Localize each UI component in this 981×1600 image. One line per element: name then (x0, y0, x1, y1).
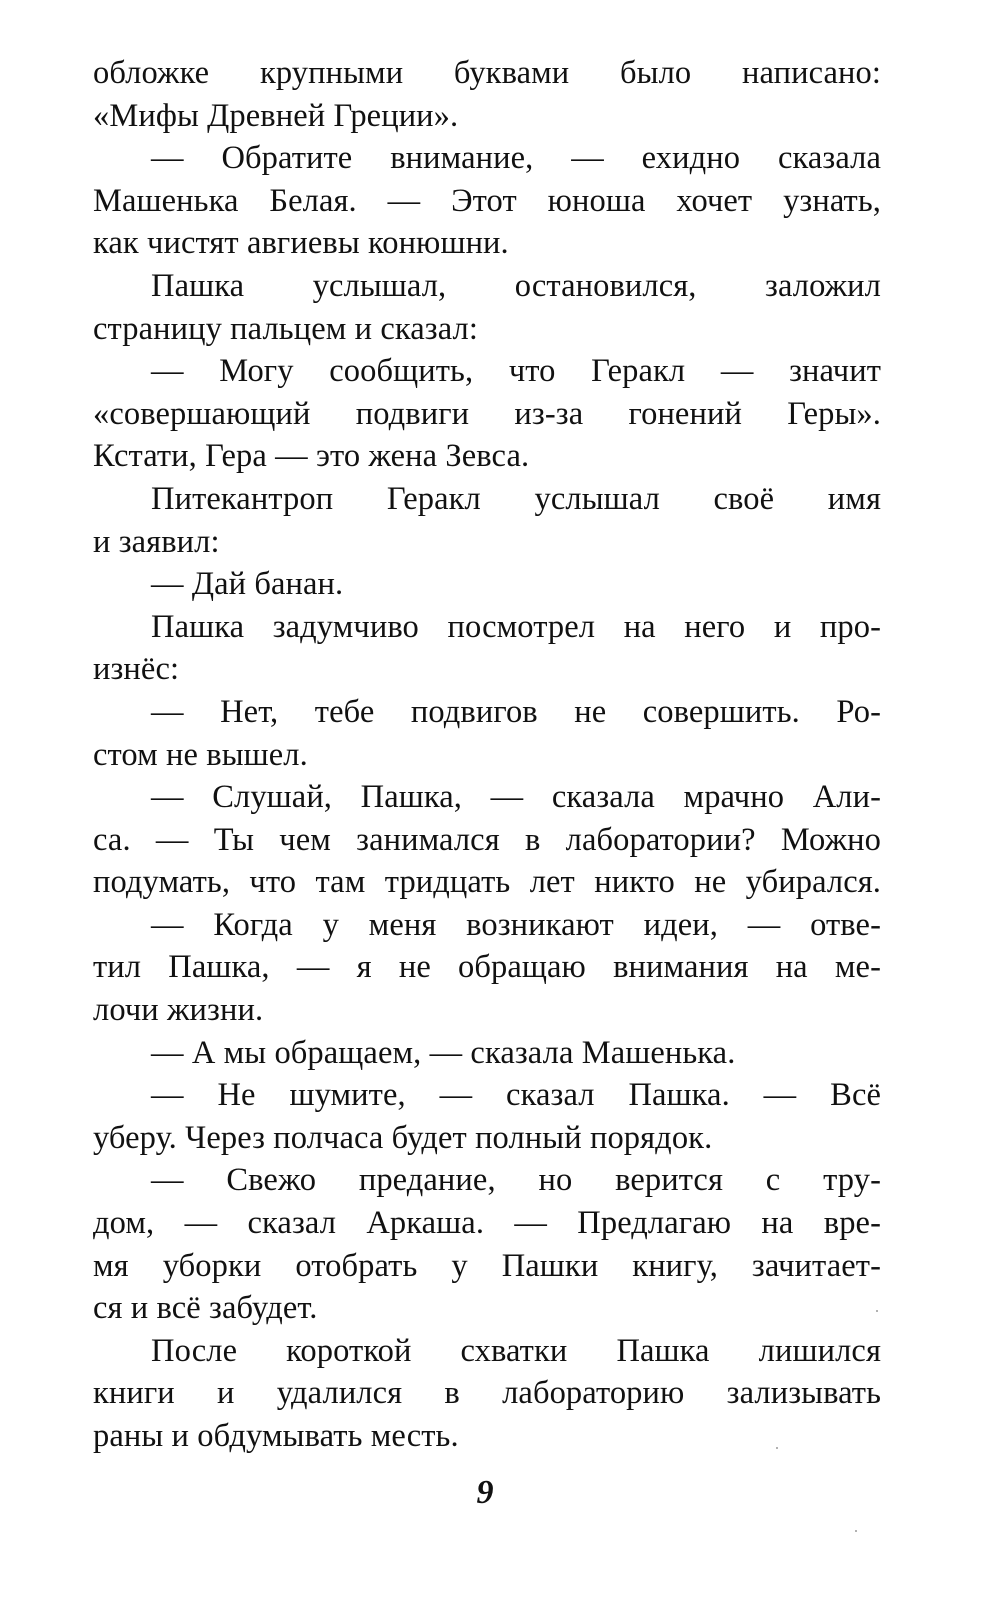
text-line: — Могу сообщить, что Геракл — значит (151, 353, 881, 390)
text-line: «совершающий подвиги из-за гонений Геры». (93, 395, 881, 432)
page-body-text (93, 52, 881, 1458)
text-line: как чистят авгиевы конюшни. (93, 225, 509, 262)
text-line: Пашка услышал, остановился, заложил (151, 267, 881, 304)
text-line: страницу пальцем и сказал: (93, 310, 478, 347)
text-line: «Мифы Древней Греции». (93, 97, 459, 134)
scan-speck (776, 1447, 778, 1449)
text-line: раны и обдумывать месть. (93, 1418, 459, 1454)
text-line: книги и удалился в лабораторию зализывать (93, 1375, 881, 1412)
text-line: — Слушай, Пашка, — сказала мрачно Али- (151, 779, 881, 816)
text-line: — Когда у меня возникают идеи, — отве- (151, 906, 881, 943)
text-line: лочи жизни. (93, 992, 264, 1029)
text-line: — Обратите внимание, — ехидно сказала (151, 140, 881, 177)
text-line: После короткой схватки Пашка лишился (151, 1332, 881, 1369)
text-line: подумать, что там тридцать лет никто не убирался. (93, 864, 881, 901)
text-line: дом, — сказал Аркаша. — Предлагаю на вре- (93, 1205, 881, 1242)
text-line: стом не вышел. (93, 736, 308, 773)
scan-speck (876, 1310, 878, 1312)
text-line: Кстати, Гера — это жена Зевса. (93, 438, 530, 475)
text-line: Пашка задумчиво посмотрел на него и про- (151, 608, 881, 645)
text-line: са. — Ты чем занимался в лаборатории? Можно (93, 821, 881, 858)
text-line: и заявил: (93, 523, 220, 560)
text-line: — Свежо предание, но верится с тру- (151, 1162, 881, 1199)
text-line: Питекантроп Геракл услышал своё имя (151, 480, 881, 517)
text-line: Машенька Белая. — Этот юноша хочет узнать, (93, 182, 881, 219)
text-line: изнёс: (93, 651, 180, 688)
text-line: — Дай банан. (151, 566, 344, 603)
scan-speck (855, 1530, 857, 1532)
text-line: — Не шумите, — сказал Пашка. — Всё (151, 1077, 881, 1114)
text-line: мя уборки отобрать у Пашки книгу, зачитает- (93, 1247, 881, 1284)
text-line: тил Пашка, — я не обращаю внимания на ме- (93, 949, 881, 986)
text-line: уберу. Через полчаса будет полный порядок. (93, 1119, 713, 1156)
page-number: 9 (476, 1474, 494, 1511)
text-line: — Нет, тебе подвигов не совершить. Ро- (151, 693, 881, 730)
text-line: ся и всё забудет. (93, 1290, 318, 1327)
text-line: обложке крупными буквами было написано: (93, 55, 881, 91)
text-line: — А мы обращаем, — сказала Машенька. (151, 1034, 736, 1071)
